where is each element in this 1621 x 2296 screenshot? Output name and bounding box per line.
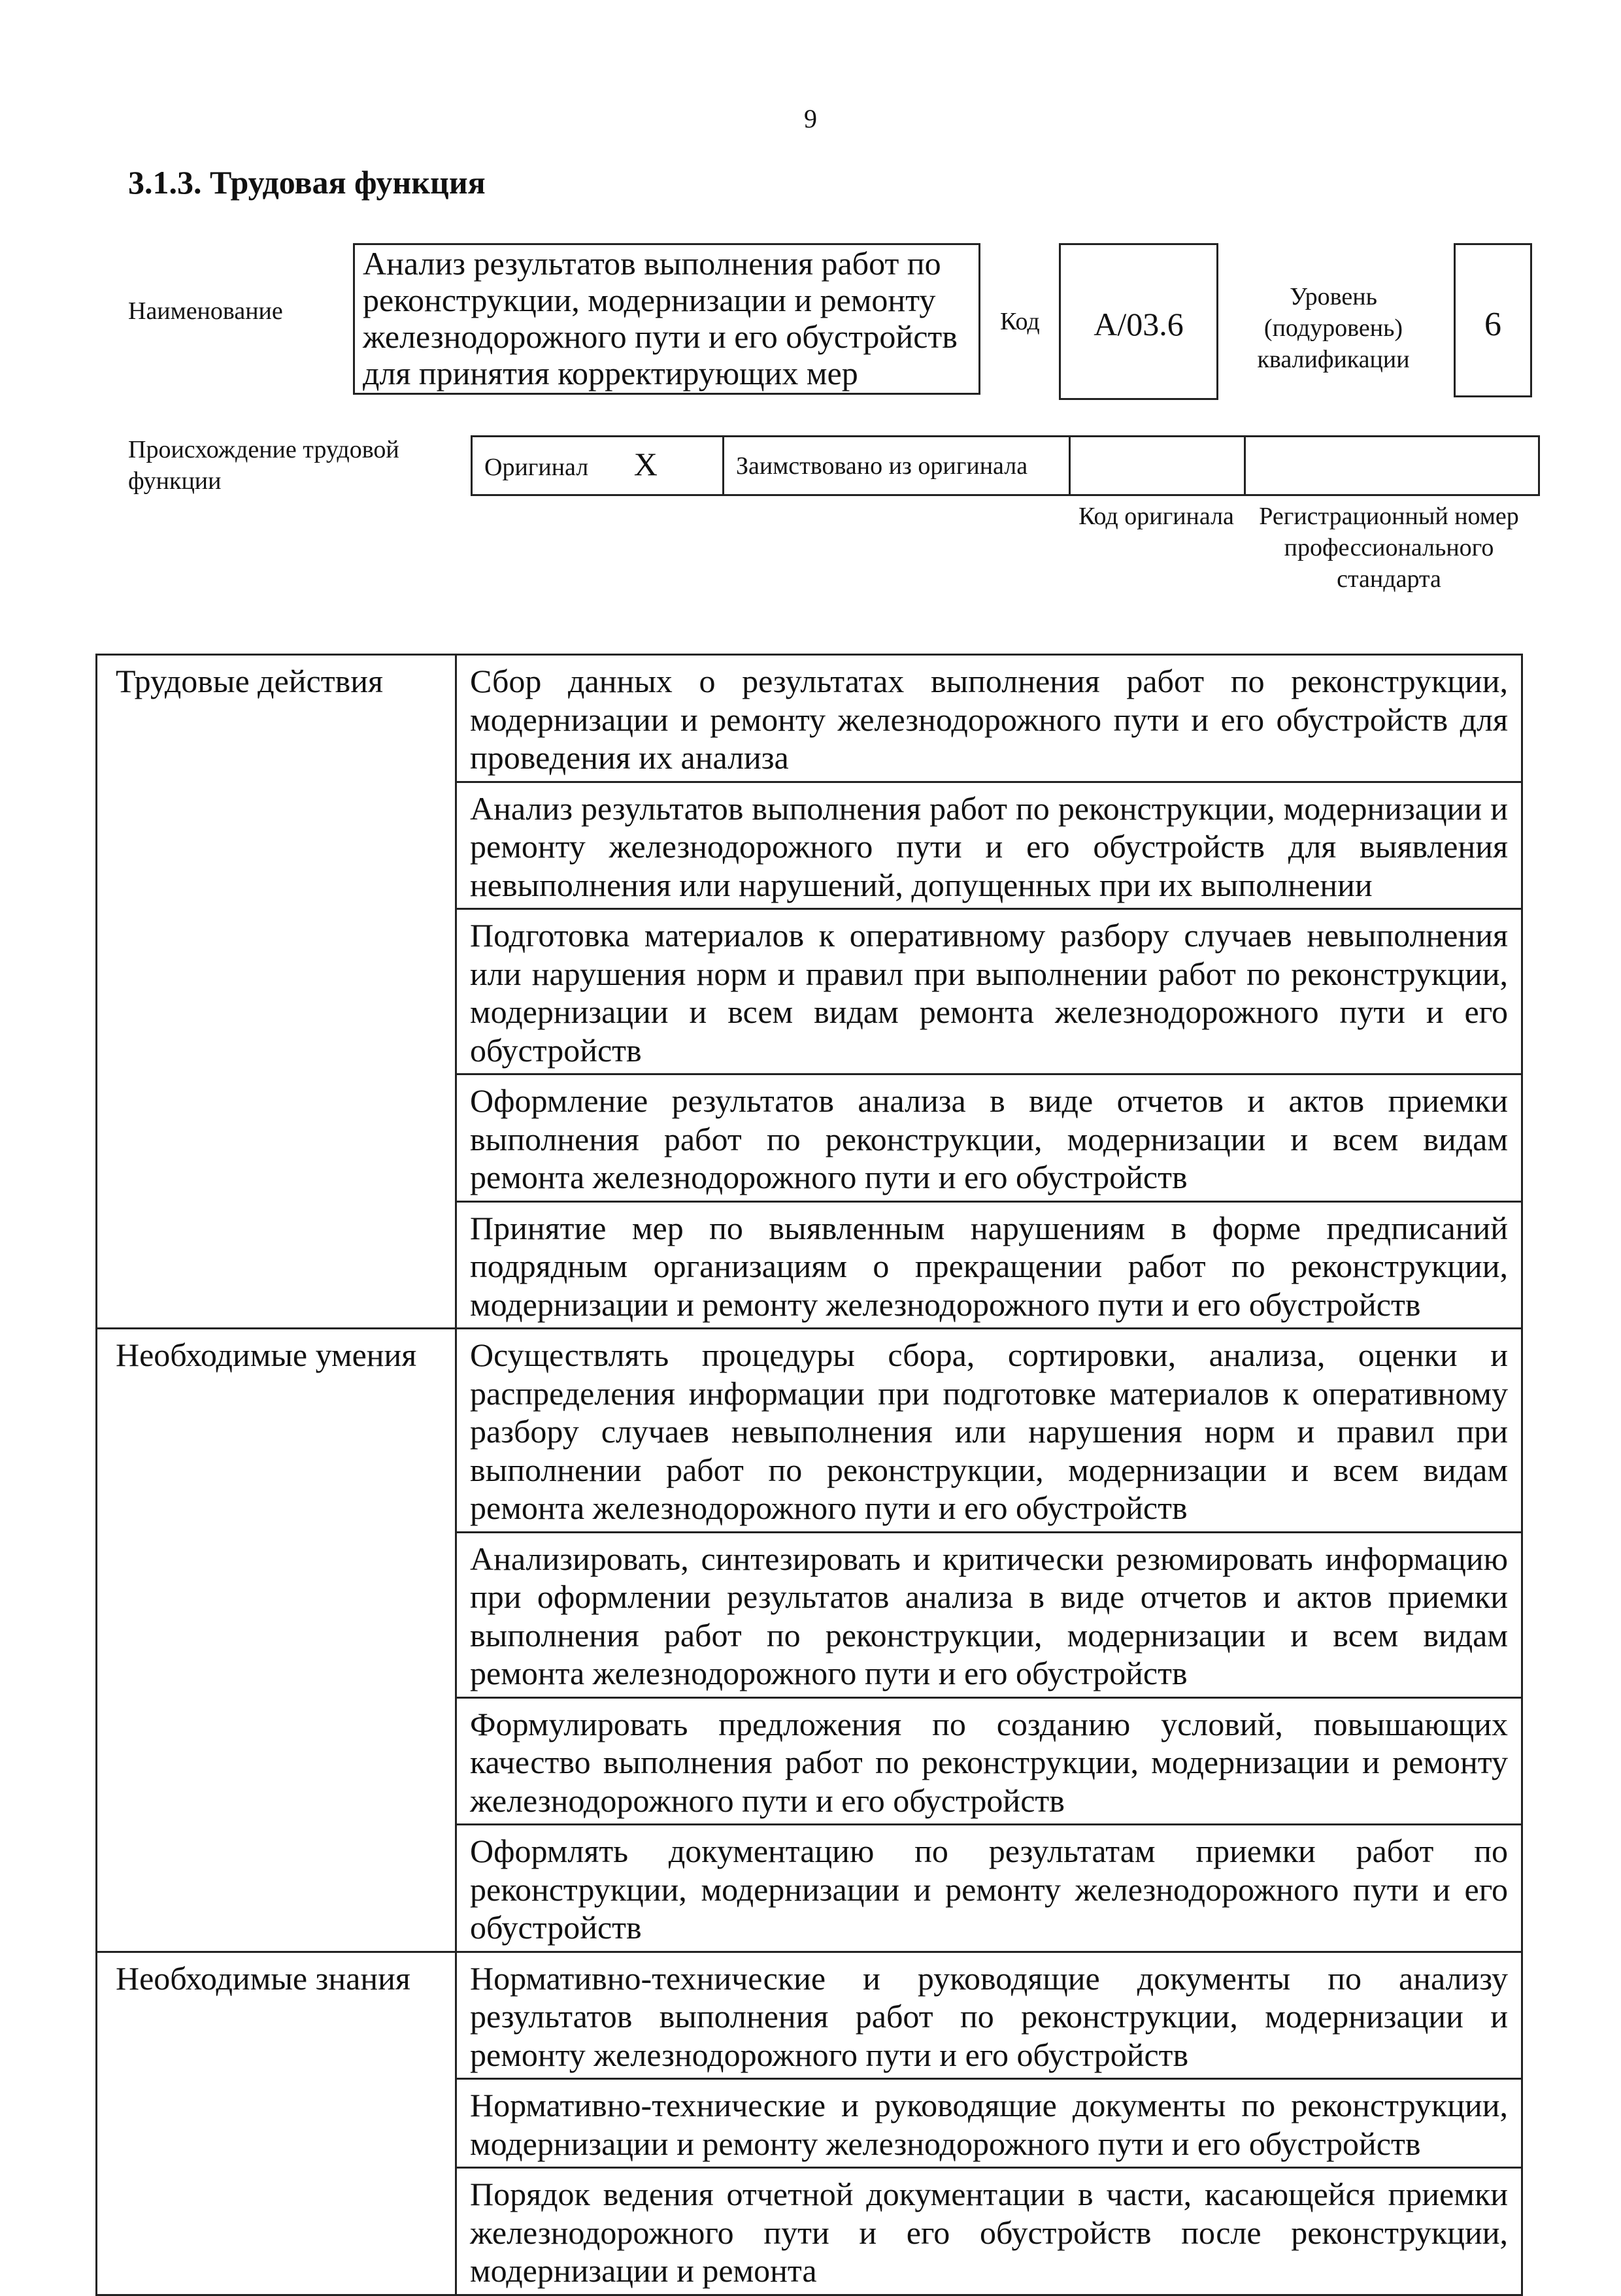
table-cell: Порядок ведения отчетной документации в части, касающейся приемки железнодорожного пути и его обустройств после реконструкции, модернизации и ремонта — [456, 2168, 1522, 2295]
origin-code-caption: Код оригинала — [1078, 503, 1234, 530]
code-box — [1059, 243, 1218, 400]
function-name-box — [353, 243, 980, 395]
origin-original-label: Оригинал — [484, 454, 589, 481]
table-cell: Оформление результатов анализа в виде отчетов и актов приемки выполнения работ по реконструкции, модернизации и всем видам ремонта железнодорожного пути и его обустройств — [456, 1074, 1522, 1202]
table-cell: Принятие мер по выявленным нарушениям в форме предписаний подрядным организациям о прекращении работ по реконструкции, модернизации и ремонту железнодорожного пути и его обустройств — [456, 1201, 1522, 1329]
table-cell: Подготовка материалов к оперативному разбору случаев невыполнения или нарушения норм и правил при выполнении работ по реконструкции, модернизации и всем видам ремонта железнодорожного пути и его обустройств — [456, 909, 1522, 1074]
category-cell: Трудовые действия — [97, 655, 456, 1329]
origin-label: Происхождение трудовой функции — [128, 436, 399, 495]
section-heading: 3.1.3. Трудовая функция — [128, 164, 486, 201]
origin-borrowed-label: Заимствовано из оригинала — [736, 452, 1028, 480]
level-value: 6 — [1484, 306, 1501, 343]
category-cell: Необходимые знания — [97, 1952, 456, 2295]
origin-reg-cell — [1245, 437, 1539, 495]
page-number: 9 — [804, 104, 817, 133]
origin-table — [471, 435, 1540, 496]
category-cell: Необходимые умения — [97, 1329, 456, 1952]
table-cell: Осуществлять процедуры сбора, сортировки, анализа, оценки и распределения информации при подготовке материалов к оперативному разбору случаев невыполнения или нарушения норм и правил при выполнении работ по реконструкции, модернизации и всем видам ремонта железнодорожного пути и его обустройств — [456, 1329, 1522, 1533]
table-row — [97, 655, 1522, 782]
origin-original-cell — [472, 437, 724, 495]
table-cell: Сбор данных о результатах выполнения работ по реконструкции, модернизации и ремонту железнодорожного пути и его обустройств для проведения их анализа — [456, 655, 1522, 782]
table-row — [97, 1952, 1522, 2079]
code-value: A/03.6 — [1094, 306, 1184, 342]
origin-borrowed-cell — [724, 437, 1070, 495]
table-cell: Анализ результатов выполнения работ по реконструкции, модернизации и ремонту железнодорожного пути и его обустройств для выявления невыполнения или нарушений, допущенных при их выполнении — [456, 782, 1522, 909]
origin-original-mark: X — [633, 446, 658, 482]
origin-code-cell — [1070, 437, 1245, 495]
code-label: Код — [1000, 308, 1040, 335]
table-cell: Анализировать, синтезировать и критически резюмировать информацию при оформлении результатов анализа в виде отчетов и актов приемки выполнения работ по реконструкции, модернизации и всем видам ремонта железнодорожного пути и его обустройств — [456, 1532, 1522, 1697]
level-box — [1454, 243, 1532, 397]
function-details-table — [95, 654, 1523, 2296]
function-name: Анализ результатов выполнения работ по реконструкции, модернизации и ремонту железнодорожного пути и его обустройств для принятия корректирующих мер — [363, 245, 958, 391]
origin-reg-caption: Регистрационный номер профессионального стандарта — [1259, 503, 1519, 593]
table-cell: Формулировать предложения по созданию условий, повышающих качество выполнения работ по реконструкции, модернизации и ремонту железнодорожного пути и его обустройств — [456, 1697, 1522, 1825]
table-cell: Нормативно-технические и руководящие документы по анализу результатов выполнения работ по реконструкции, модернизации и ремонту железнодорожного пути и его обустройств — [456, 1952, 1522, 2079]
name-label: Наименование — [128, 297, 283, 325]
table-row — [97, 1329, 1522, 1533]
level-label: Уровень (подуровень) квалификации — [1257, 283, 1410, 373]
table-cell: Нормативно-технические и руководящие документы по реконструкции, модернизации и ремонту железнодорожного пути и его обустройств — [456, 2079, 1522, 2168]
table-cell: Оформлять документацию по результатам приемки работ по реконструкции, модернизации и ремонту железнодорожного пути и его обустройств — [456, 1825, 1522, 1952]
